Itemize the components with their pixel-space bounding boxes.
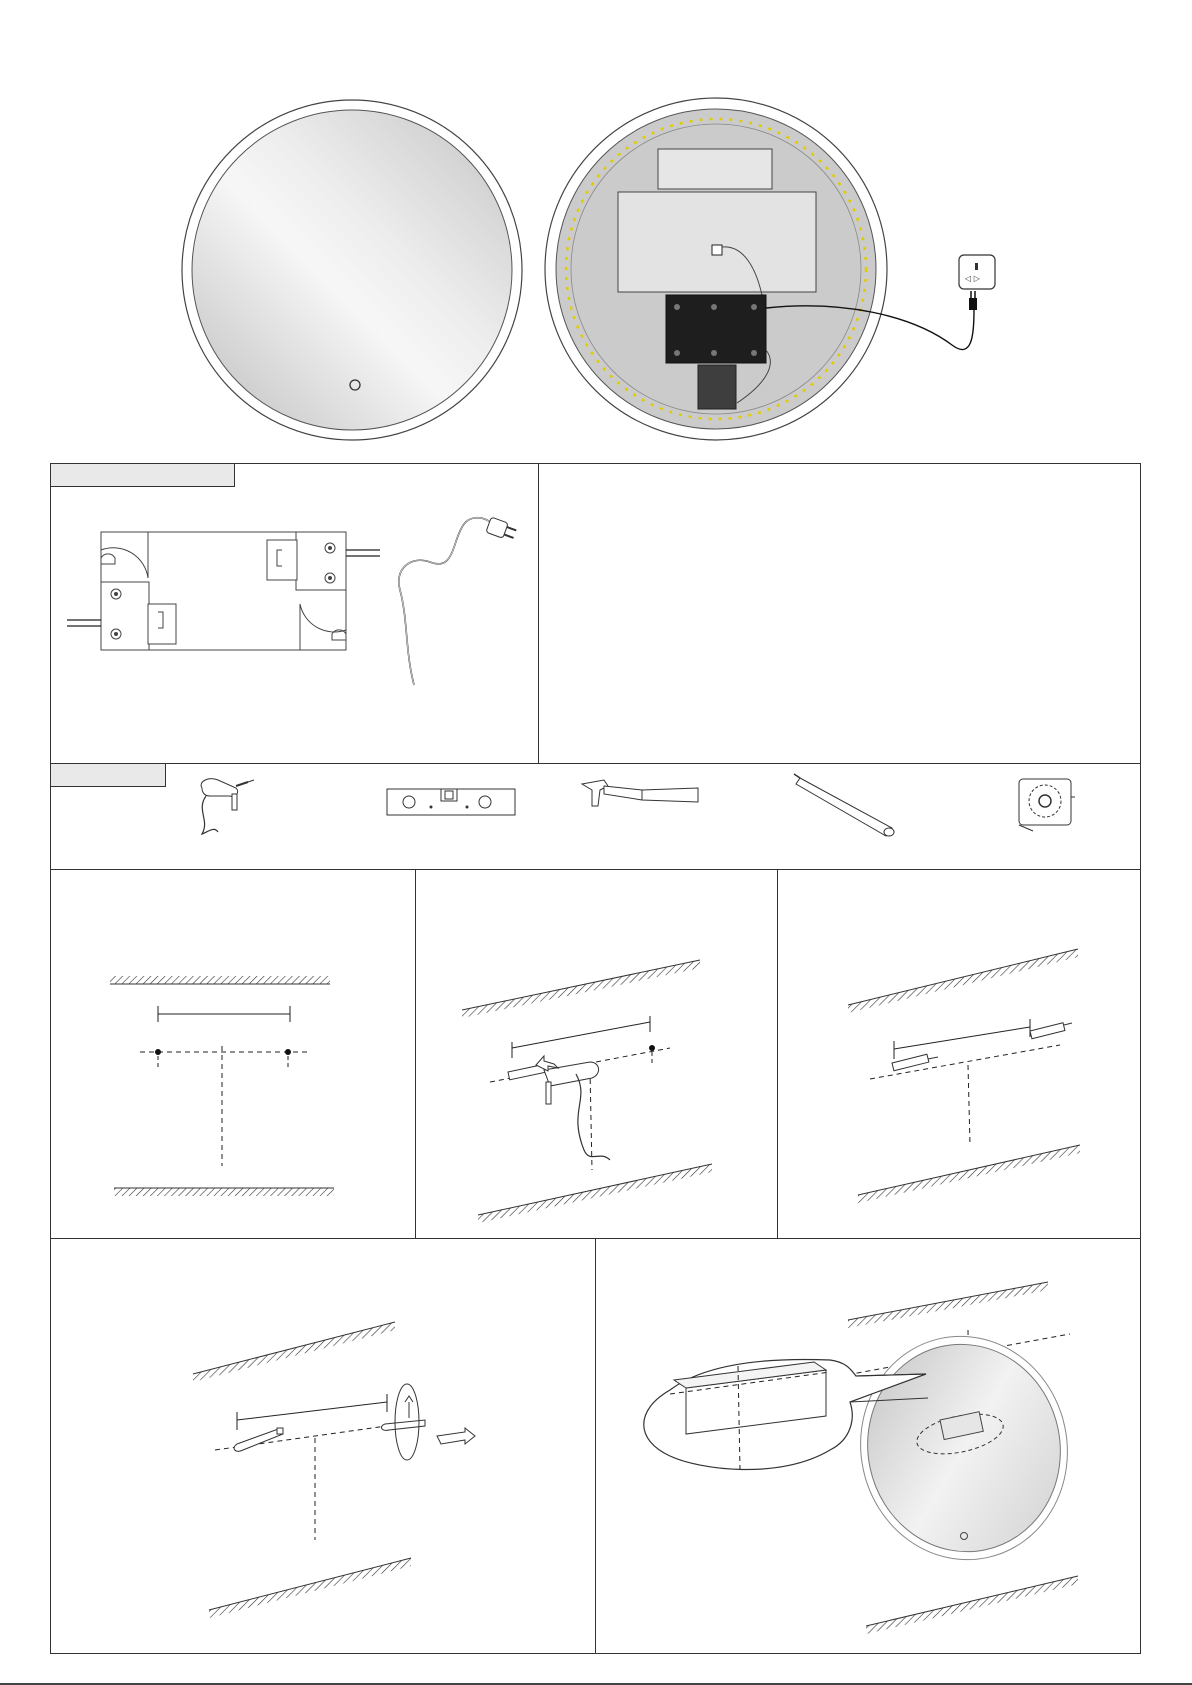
tools-tab: [50, 763, 166, 787]
power-cord-diagram: [390, 510, 530, 690]
step-4-diagram: [185, 1310, 485, 1620]
front-view-mirror: [180, 98, 530, 448]
top-bracket: [658, 149, 772, 189]
description-panel: [538, 463, 1141, 764]
wall-socket-icon: [959, 255, 995, 289]
back-view-mirror: [542, 95, 1002, 455]
step-1-diagram: [100, 970, 340, 1210]
hammer-icon: [578, 772, 703, 817]
pencil-icon: [788, 770, 903, 840]
drill-icon: [188, 770, 278, 850]
switch-box: [698, 365, 736, 409]
tape-measure-icon: [1015, 775, 1080, 835]
components-tab: [50, 463, 235, 487]
step-2-diagram: [450, 950, 730, 1230]
transformer-driver-diagram: [62, 520, 392, 660]
step-3-diagram: [840, 945, 1100, 1215]
spirit-level-icon: [385, 785, 520, 817]
svg-text:◁ ▷: ◁ ▷: [965, 274, 980, 283]
step-5-diagram: [630, 1270, 1120, 1640]
sensor-connector: [712, 245, 722, 255]
mounting-plate: [618, 192, 816, 292]
